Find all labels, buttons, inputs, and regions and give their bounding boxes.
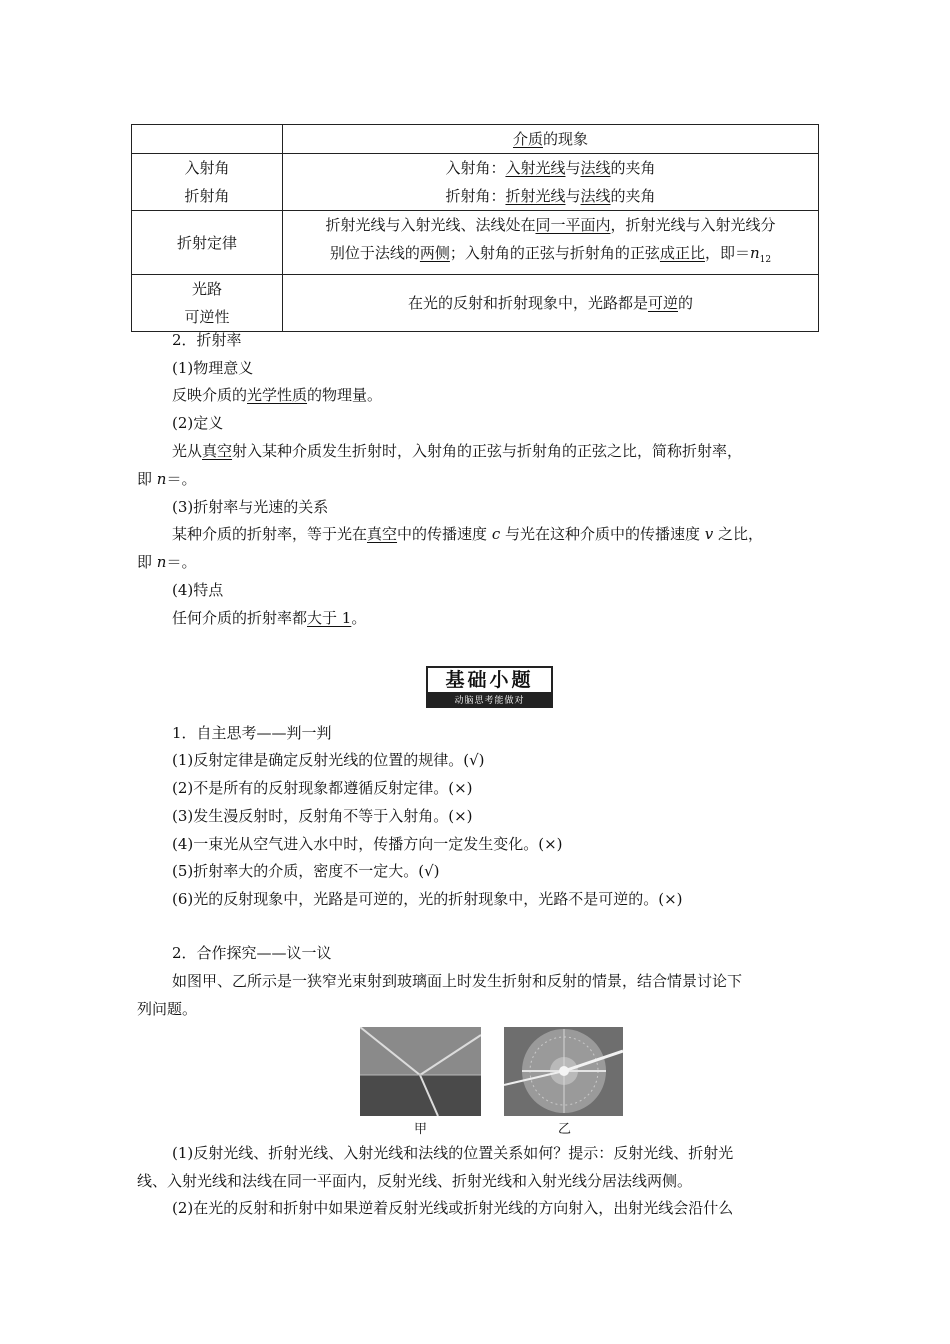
figure-jia-caption: 甲 [414,1122,428,1137]
subsection-title-1: (1)物理意义 [172,359,254,377]
figure-yi-caption: 乙 [558,1122,572,1137]
subsection-title-4: (4)特点 [172,581,224,599]
question-2-part-2: (2)在光的反射和折射中如果逆着反射光线或折射光线的方向射入，出射光线会沿什么 [172,1199,734,1217]
incident-angle-definition: 入射角：入射光线与法线的夹角 [445,159,656,177]
header-cell [283,125,819,154]
incident-angle-label: 入射角 [184,159,230,177]
judgement-item-2: (2)不是所有的反射现象都遵循反射定律。(×) [172,779,473,797]
question-2-intro-line-1: 如图甲、乙所示是一狭窄光束射到玻璃面上时发生折射和反射的情景，结合情景讨论下 [172,972,743,990]
subsection-title-3: (3)折射率与光速的关系 [172,498,329,516]
reversibility-label-cell [132,275,283,332]
reversibility-cell: 在光的反射和折射现象中，光路都是可逆的 [283,275,819,332]
reversibility-label: 可逆性 [184,308,230,326]
refraction-law-cell [283,211,819,275]
table-row-angles [132,154,819,211]
judgement-item-6: (6)光的反射现象中，光路是可逆的，光的折射现象中，光路不是可逆的。(×) [172,890,683,908]
figure-jia-photo [360,1027,481,1116]
summary-table [131,124,819,332]
figure-yi-photo [504,1027,623,1116]
refraction-law-line-1: 折射光线与入射光线、法线处在同一平面内，折射光线与入射光线分 [325,216,776,234]
answer-1-line-1: (1)反射光线、折射光线、入射光线和法线的位置关系如何？提示：反射光线、折射光 [172,1144,734,1162]
paragraph-3-line-2: 即 n＝。 [137,553,197,571]
section-banner [426,666,553,708]
angle-labels-cell [132,154,283,211]
question-2-intro-line-2: 列问题。 [137,1000,198,1018]
refraction-angle-definition: 折射角：折射光线与法线的夹角 [445,187,656,205]
section-title: 2．折射率 [172,331,242,349]
banner-subtitle: 动脑思考能做对 [426,694,553,708]
refraction-law-line-2: 别位于法线的两侧；入射角的正弦与折射角的正弦成正比，即$=n_{12}$ [329,244,772,265]
refraction-law-label: 折射定律 [132,211,283,275]
paragraph-3-line-1: 某种介质的折射率，等于光在真空中的传播速度 c 与光在这种介质中的传播速度 v 之比， [172,525,764,543]
header-rest: 的现象 [543,130,589,148]
paragraph-1: 反映介质的光学性质的物理量。 [172,386,383,404]
light-path-label: 光路 [191,280,222,298]
answer-1-line-2: 线、入射光线和法线在同一平面内，反射光线、折射光线和入射光线分居法线两侧。 [137,1172,693,1190]
paragraph-2-line-2: 即 n＝。 [137,470,197,488]
judgement-item-5: (5)折射率大的介质，密度不一定大。(√) [172,862,440,880]
paragraph-2-line-1: 光从真空射入某种介质发生折射时，入射角的正弦与折射角的正弦之比，简称折射率， [172,442,743,460]
subsection-title-2: (2)定义 [172,414,224,432]
table-row-reversibility [132,275,819,332]
judgement-item-3: (3)发生漫反射时，反射角不等于入射角。(×) [172,807,473,825]
header-empty-cell [132,125,283,154]
refraction-angle-label: 折射角 [184,187,230,205]
question-1-title: 1．自主思考——判一判 [172,724,332,742]
question-2-title: 2．合作探究——议一议 [172,944,332,962]
banner-title: 基础小题 [426,666,553,694]
angle-definitions-cell [283,154,819,211]
paragraph-4: 任何介质的折射率都大于 1。 [172,609,367,627]
judgement-item-1: (1)反射定律是确定反射光线的位置的规律。(√) [172,751,485,769]
table-row-law [132,211,819,275]
judgement-item-4: (4)一束光从空气进入水中时，传播方向一定发生变化。(×) [172,835,563,853]
table-header-row [132,125,819,154]
header-medium: 介质 [512,130,543,148]
